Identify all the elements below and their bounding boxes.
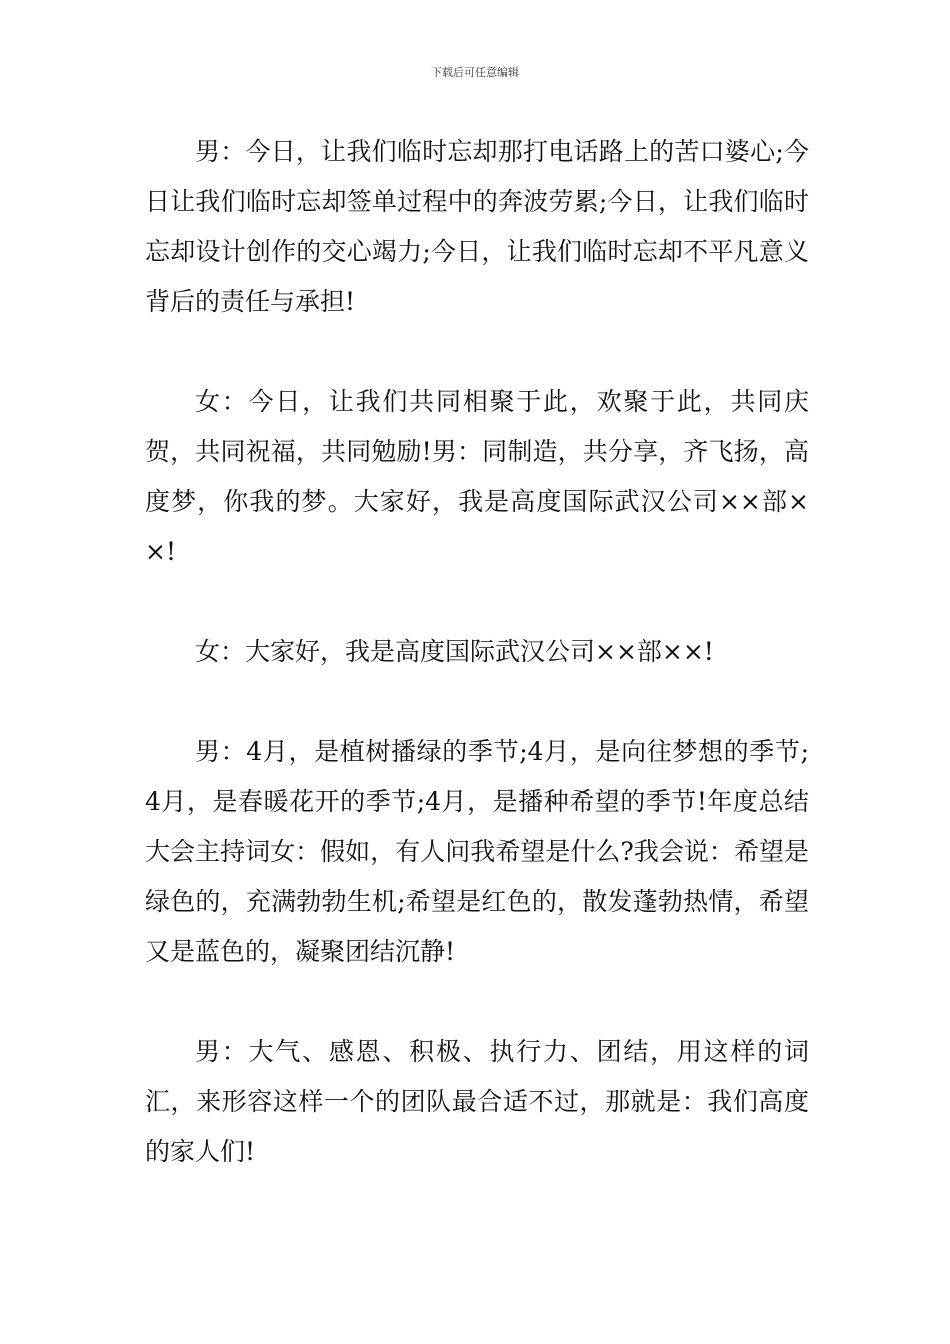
paragraph-1: 男：今日，让我们临时忘却那打电话路上的苦口婆心;今日让我们临时忘却签单过程中的奔波劳累;今日，让我们临时忘却设计创作的交心竭力;今日，让我们临时忘却不平凡意义背后的责任与承担!	[145, 137, 809, 316]
paragraph-4: 男：4月，是植树播绿的季节;4月，是向往梦想的季节;4月，是春暖花开的季节;4月，是播种希望的季节!年度总结大会主持词女：假如，有人问我希望是什么?我会说：希望是绿色的，充满勃勃生机;希望是红色的，散发蓬勃热情，希望又是蓝色的，凝聚团结沉静!	[145, 737, 809, 966]
document-body	[145, 127, 809, 1227]
page-header: 下载后可任意编辑	[431, 66, 519, 79]
paragraph-2: 女：今日，让我们共同相聚于此，欢聚于此，共同庆贺，共同祝福，共同勉励!男：同制造，共分享，齐飞扬，高度梦，你我的梦。大家好，我是高度国际武汉公司××部××!	[145, 387, 809, 566]
paragraph-3: 女：大家好，我是高度国际武汉公司××部××!	[195, 637, 714, 666]
paragraph-5: 男：大气、感恩、积极、执行力、团结，用这样的词汇，来形容这样一个的团队最合适不过，那就是：我们高度的家人们!	[145, 1037, 809, 1166]
